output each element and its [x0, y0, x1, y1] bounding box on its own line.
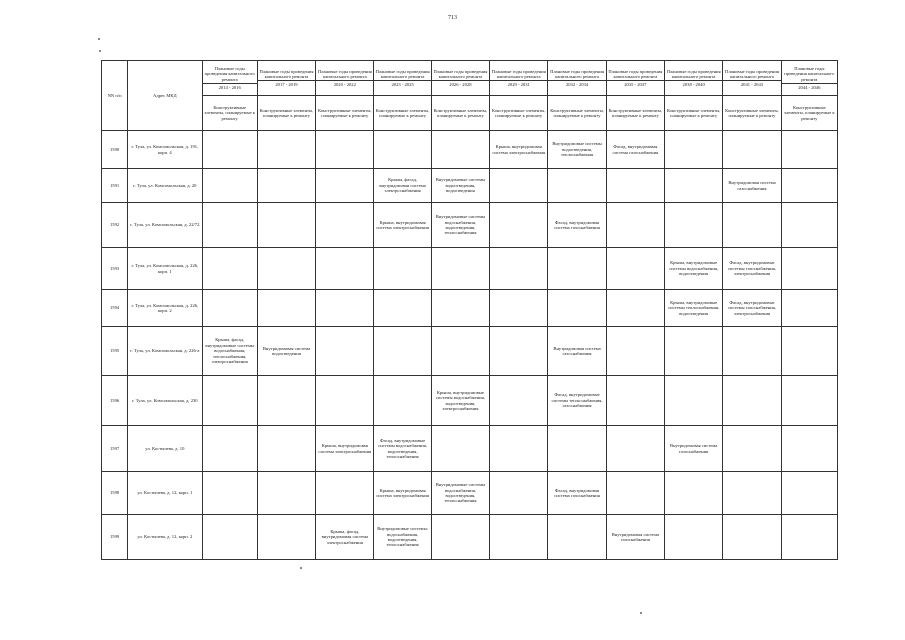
- table-row: [102, 472, 838, 515]
- repair-elements-cell: [202, 376, 257, 426]
- row-address: ул. Костычева, д. 12, корп. 2: [128, 515, 202, 560]
- header-period-years: 2020 - 2022: [316, 80, 373, 87]
- header-plan-period: [431, 61, 489, 96]
- repair-elements-cell: Крыша, внутридомовая система электроснабжения: [374, 472, 431, 515]
- row-number: 1597: [102, 426, 128, 472]
- repair-elements-cell: [257, 472, 315, 515]
- header-elements-label: Конструктивные элементы, планируемые к ремонту: [202, 96, 257, 131]
- repair-elements-cell: Внутридомовая система газоснабжения: [665, 426, 723, 472]
- repair-elements-cell: [431, 327, 489, 376]
- header-elements-label: Конструктивные элементы, планируемые к ремонту: [374, 96, 431, 131]
- repair-elements-cell: [431, 515, 489, 560]
- header-plan-period: [606, 61, 664, 96]
- header-elements-label: Конструктивные элементы, планируемые к ремонту: [606, 96, 664, 131]
- repair-elements-cell: [781, 327, 837, 376]
- header-row-elements: [102, 96, 838, 131]
- repair-elements-cell: [316, 376, 374, 426]
- header-period-years: 2044 - 2046: [782, 83, 837, 90]
- header-period-years: 2029 - 2031: [490, 80, 547, 87]
- repair-elements-cell: [606, 327, 664, 376]
- header-plan-label: Плановые годы проведения капитального ремонта: [608, 68, 663, 80]
- repair-elements-cell: [665, 472, 723, 515]
- row-number: 1590: [102, 131, 128, 169]
- repair-elements-cell: [781, 248, 837, 290]
- repair-elements-cell: [490, 290, 548, 327]
- table-row: [102, 131, 838, 169]
- header-elements-label: Конструктивные элементы, планируемые к ремонту: [548, 96, 606, 131]
- header-plan-label: Плановые годы проведения капитального ремонта: [550, 68, 604, 80]
- repair-elements-cell: [257, 426, 315, 472]
- row-number: 1593: [102, 248, 128, 290]
- table-row: [102, 327, 838, 376]
- repair-elements-cell: [431, 426, 489, 472]
- repair-elements-cell: [202, 131, 257, 169]
- repair-elements-cell: [781, 376, 837, 426]
- repair-elements-cell: [781, 169, 837, 203]
- repair-elements-cell: [257, 515, 315, 560]
- header-elements-label: Конструктивные элементы, планируемые к ремонту: [316, 96, 374, 131]
- repair-elements-cell: [665, 376, 723, 426]
- repair-elements-cell: [781, 131, 837, 169]
- header-plan-period: [374, 61, 431, 96]
- repair-elements-cell: [316, 472, 374, 515]
- header-plan-label: Плановые годы проведения капитального ремонта: [725, 68, 779, 80]
- repair-elements-cell: Внутридомовые системы водоотведения, водоотведения: [431, 169, 489, 203]
- repair-elements-cell: [490, 327, 548, 376]
- header-period-years: 2032 - 2034: [548, 80, 605, 87]
- header-period-years: 2023 - 2025: [374, 80, 430, 87]
- repair-elements-cell: [665, 515, 723, 560]
- repair-elements-cell: [202, 203, 257, 248]
- repair-elements-cell: [316, 290, 374, 327]
- repair-elements-cell: [257, 131, 315, 169]
- repair-elements-cell: Внутридомовые системы водоснабжения, водоотведения, теплоснабжения: [431, 203, 489, 248]
- repair-elements-cell: [202, 515, 257, 560]
- repair-elements-cell: [257, 248, 315, 290]
- table-row: [102, 290, 838, 327]
- header-period-years: 2014 - 2016: [203, 83, 257, 90]
- table-body: [102, 131, 838, 560]
- header-plan-period: [781, 61, 837, 96]
- repair-elements-cell: [316, 131, 374, 169]
- repair-elements-cell: [431, 131, 489, 169]
- row-address: г. Тула, ул. Комсомольская, д. 22/72: [128, 203, 202, 248]
- row-address: г. Тула, ул. Комсомольская, д. 226, корп. 1: [128, 248, 202, 290]
- header-plan-period: [548, 61, 606, 96]
- header-elements-label: Конструктивные элементы, планируемые к ремонту: [723, 96, 781, 131]
- repair-elements-cell: Внутридомовые системы водоотведения, теплоснабжения: [548, 131, 606, 169]
- header-plan-period: [316, 61, 374, 96]
- repair-elements-cell: [374, 131, 431, 169]
- row-number: 1596: [102, 376, 128, 426]
- table-row: [102, 515, 838, 560]
- repair-elements-cell: [490, 248, 548, 290]
- header-elements-label: Конструктивные элементы, планируемые к ремонту: [665, 96, 723, 131]
- header-plan-period: [202, 61, 257, 96]
- repair-elements-cell: [374, 290, 431, 327]
- row-number: 1592: [102, 203, 128, 248]
- row-number: 1598: [102, 472, 128, 515]
- repair-elements-cell: [202, 472, 257, 515]
- repair-elements-cell: [431, 248, 489, 290]
- repair-elements-cell: [548, 515, 606, 560]
- row-number: 1594: [102, 290, 128, 327]
- header-nn: NN п/п: [102, 61, 128, 131]
- row-number: 1591: [102, 169, 128, 203]
- repair-elements-cell: [665, 169, 723, 203]
- capital-repair-schedule-table: [101, 60, 838, 560]
- repair-elements-cell: [257, 290, 315, 327]
- repair-elements-cell: Фасад, внутридомовая система газоснабжения: [548, 472, 606, 515]
- repair-elements-cell: [781, 515, 837, 560]
- repair-elements-cell: [316, 248, 374, 290]
- header-plan-period: [665, 61, 723, 96]
- header-period-years: 2041 - 2043: [723, 80, 780, 87]
- repair-elements-cell: Крыша, фасад, внутридомовая система электроснабжения: [316, 515, 374, 560]
- repair-elements-cell: [202, 248, 257, 290]
- repair-elements-cell: [606, 472, 664, 515]
- repair-elements-cell: [606, 169, 664, 203]
- repair-elements-cell: Крыша, внутридомовые системы водоснабжения, водоотведения, электроснабжения: [431, 376, 489, 426]
- header-period-years: 2017 - 2019: [258, 80, 315, 87]
- repair-elements-cell: [723, 515, 781, 560]
- repair-elements-cell: [781, 290, 837, 327]
- table-row: [102, 248, 838, 290]
- repair-elements-cell: Крыша, внутридомовые системы теплоснабжения, водоотведения: [665, 290, 723, 327]
- row-address: г. Тула, ул. Комсомольская, д. 191, корп. 4: [128, 131, 202, 169]
- repair-elements-cell: Внутридомовая система водоотведения: [257, 327, 315, 376]
- header-plan-label: Плановые годы проведения капитального ремонта: [259, 68, 314, 80]
- repair-elements-cell: [548, 290, 606, 327]
- repair-elements-cell: [665, 131, 723, 169]
- repair-elements-cell: [548, 426, 606, 472]
- header-period-years: 2026 - 2028: [432, 80, 489, 87]
- repair-elements-cell: [490, 203, 548, 248]
- header-plan-label: Плановые годы проведения капитального ремонта: [375, 68, 430, 80]
- repair-elements-cell: [723, 203, 781, 248]
- header-elements-label: Конструктивные элементы, планируемые к ремонту: [431, 96, 489, 131]
- repair-elements-cell: [606, 290, 664, 327]
- header-plan-label: Плановые годы проведения капитального ремонта: [317, 68, 372, 80]
- repair-elements-cell: [490, 472, 548, 515]
- header-elements-label: Конструктивные элементы, планируемые к ремонту: [781, 96, 837, 131]
- repair-elements-cell: [316, 327, 374, 376]
- repair-elements-cell: Крыша, внутридомовая система электроснабжения: [374, 203, 431, 248]
- repair-elements-cell: [665, 327, 723, 376]
- repair-elements-cell: Внутридомовая система газоснабжения: [723, 169, 781, 203]
- row-number: 1599: [102, 515, 128, 560]
- repair-elements-cell: [723, 131, 781, 169]
- repair-elements-cell: [202, 290, 257, 327]
- repair-elements-cell: [202, 169, 257, 203]
- repair-elements-cell: Фасад, внутридомовая система газоснабжения: [606, 131, 664, 169]
- repair-elements-cell: [548, 169, 606, 203]
- repair-elements-cell: [665, 203, 723, 248]
- repair-elements-cell: [606, 248, 664, 290]
- header-period-years: 2035 - 2037: [607, 80, 664, 87]
- header-plan-label: Плановые годы проведения капитального ремонта: [433, 68, 488, 80]
- header-elements-label: Конструктивные элементы, планируемые к ремонту: [257, 96, 315, 131]
- page-number: 713: [448, 15, 457, 21]
- repair-elements-cell: [490, 376, 548, 426]
- repair-elements-cell: Фасад, внутридомовая система газоснабжения: [548, 203, 606, 248]
- header-plan-period: [723, 61, 781, 96]
- repair-elements-cell: [490, 515, 548, 560]
- repair-elements-cell: [606, 203, 664, 248]
- repair-elements-cell: [723, 327, 781, 376]
- repair-elements-cell: [548, 248, 606, 290]
- repair-elements-cell: [374, 327, 431, 376]
- repair-elements-cell: [257, 169, 315, 203]
- header-plan-label: Плановые годы проведения капитального ремонта: [666, 68, 721, 80]
- repair-elements-cell: Внутридомовые системы: водоснабжения, водоотведения, теплоснабжения: [374, 515, 431, 560]
- repair-elements-cell: [374, 376, 431, 426]
- repair-elements-cell: Крыша, внутридомовая система электроснабжения: [490, 131, 548, 169]
- header-elements-label: Конструктивные элементы, планируемые к ремонту: [490, 96, 548, 131]
- repair-elements-cell: [723, 426, 781, 472]
- repair-elements-cell: Фасад, внутридомовые системы газоснабжения, электроснабжения: [723, 248, 781, 290]
- repair-elements-cell: Внутридомовые системы водоснабжения, водоотведения, теплоснабжения: [431, 472, 489, 515]
- header-plan-label: Плановые годы проведения капитального ремонта: [784, 65, 835, 82]
- table-row: [102, 426, 838, 472]
- repair-elements-cell: Крыша, внутридомовые системы водоснабжения, водоотведения: [665, 248, 723, 290]
- row-address: г. Тула, ул. Комсомольская, д. 226-а: [128, 327, 202, 376]
- repair-elements-cell: [606, 426, 664, 472]
- repair-elements-cell: [374, 248, 431, 290]
- repair-elements-cell: [606, 376, 664, 426]
- row-address: г. Тула, ул. Комсомольская, д. 230: [128, 376, 202, 426]
- header-plan-period: [490, 61, 548, 96]
- row-address: ул. Костычева, д. 12, корп. 1: [128, 472, 202, 515]
- repair-elements-cell: [431, 290, 489, 327]
- repair-elements-cell: [202, 426, 257, 472]
- repair-elements-cell: [723, 472, 781, 515]
- header-plan-label: Плановые годы проведения капитального ремонта: [491, 68, 546, 80]
- repair-elements-cell: Крыша, внутридомовая система электроснабжения: [316, 426, 374, 472]
- header-plan-label: Плановые годы проведения капитального ремонта: [204, 65, 255, 82]
- repair-elements-cell: [781, 426, 837, 472]
- repair-elements-cell: [316, 169, 374, 203]
- repair-elements-cell: [257, 203, 315, 248]
- row-address: ул. Костычева, д. 10: [128, 426, 202, 472]
- repair-elements-cell: Фасад, внутридомовые системы газоснабжения, электроснабжения: [723, 290, 781, 327]
- header-row-plan: [102, 61, 838, 96]
- header-address: Адрес МКД: [128, 61, 202, 131]
- repair-elements-cell: Крыша, фасад, внутридомовая система электроснабжения: [374, 169, 431, 203]
- row-address: г. Тула, ул. Комсомольская, д. 20: [128, 169, 202, 203]
- table-row: [102, 203, 838, 248]
- repair-elements-cell: [316, 203, 374, 248]
- repair-elements-cell: [781, 472, 837, 515]
- repair-elements-cell: [723, 376, 781, 426]
- table-row: [102, 376, 838, 426]
- repair-elements-cell: [490, 426, 548, 472]
- repair-elements-cell: Фасад, внутридомовые системы водоснабжения, водоотведения, теплоснабжения: [374, 426, 431, 472]
- repair-elements-cell: [490, 169, 548, 203]
- repair-elements-cell: Фасад, внутридомовые системы теплоснабжения, газоснабжения: [548, 376, 606, 426]
- row-number: 1595: [102, 327, 128, 376]
- repair-elements-cell: [257, 376, 315, 426]
- header-plan-period: [257, 61, 315, 96]
- repair-elements-cell: Внутридомовая система газоснабжения: [548, 327, 606, 376]
- repair-elements-cell: Крыша, фасад, внутридомовые системы водоснабжения, теплоснабжения, электроснабжения: [202, 327, 257, 376]
- repair-elements-cell: [781, 203, 837, 248]
- row-address: г. Тула, ул. Комсомольская, д. 226, корп. 2: [128, 290, 202, 327]
- repair-elements-cell: Внутридомовая система газоснабжения: [606, 515, 664, 560]
- table-row: [102, 169, 838, 203]
- header-period-years: 2038 - 2040: [665, 80, 722, 87]
